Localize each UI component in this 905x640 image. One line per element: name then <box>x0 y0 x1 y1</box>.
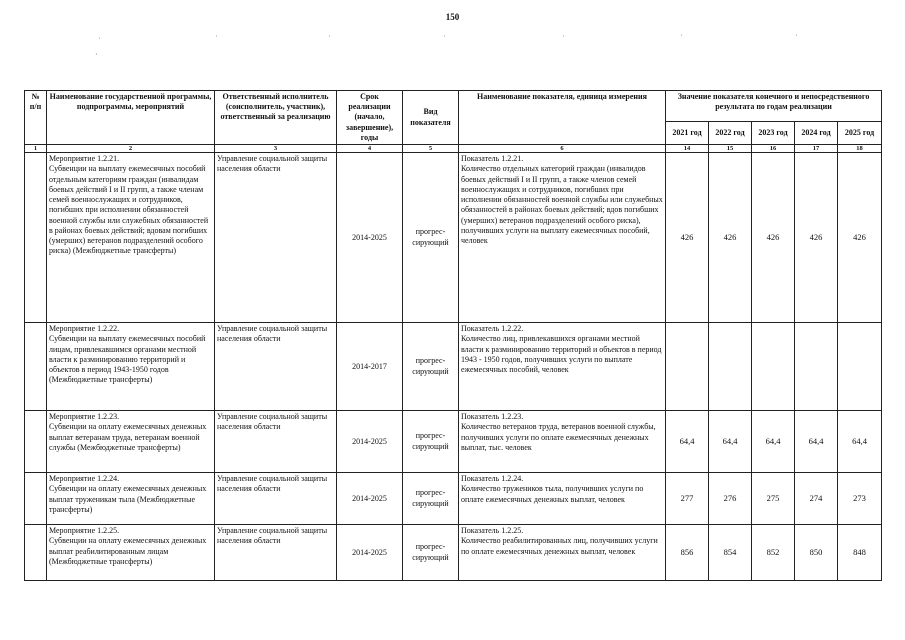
row-num <box>25 153 47 323</box>
row-value-2024: 850 <box>795 525 838 581</box>
column-number: 2 <box>47 145 215 153</box>
row-num <box>25 411 47 473</box>
row-type: прогрес- сирующий <box>403 323 459 411</box>
table-row <box>25 323 882 411</box>
header-year-2023: 2023 год <box>752 122 795 145</box>
row-value-2023 <box>752 323 795 411</box>
table-row <box>25 525 882 581</box>
row-period: 2014-2025 <box>337 411 403 473</box>
row-value-2021: 64,4 <box>666 411 709 473</box>
row-executor: Управление социальной защиты населения области <box>215 525 337 581</box>
column-number: 5 <box>403 145 459 153</box>
row-name: Мероприятие 1.2.22. Субвенции на выплату ежемесячных пособий лицам, привлекавшимся органами местной власти к разминированию территорий и объектов в период 1943-1950 годов (Межбюджетные трансферты) <box>47 323 215 411</box>
table-row <box>25 153 882 323</box>
header-year-2021: 2021 год <box>666 122 709 145</box>
row-name: Мероприятие 1.2.24. Субвенции на оплату ежемесячных денежных выплат труженикам тыла (Межбюджетные трансферты) <box>47 473 215 525</box>
row-value-2021 <box>666 323 709 411</box>
row-value-2022 <box>709 323 752 411</box>
row-value-2023: 426 <box>752 153 795 323</box>
row-num <box>25 525 47 581</box>
header-period: Срок реализации (начало, завершение), годы <box>337 91 403 145</box>
indicators-table <box>24 90 882 581</box>
table-body <box>25 153 882 581</box>
row-value-2025: 426 <box>838 153 882 323</box>
row-value-2025: 273 <box>838 473 882 525</box>
row-value-2024: 426 <box>795 153 838 323</box>
row-value-2023: 64,4 <box>752 411 795 473</box>
header-year-2022: 2022 год <box>709 122 752 145</box>
row-value-2022: 276 <box>709 473 752 525</box>
row-num <box>25 473 47 525</box>
column-number: 15 <box>709 145 752 153</box>
row-period: 2014-2025 <box>337 525 403 581</box>
row-value-2022: 854 <box>709 525 752 581</box>
header-num: № п/п <box>25 91 47 145</box>
row-value-2021: 277 <box>666 473 709 525</box>
header-year-2025: 2025 год <box>838 122 882 145</box>
column-number: 18 <box>838 145 882 153</box>
scan-specks: ˙ ˙ ˙ ˙ ˙ ˙ ˙ · <box>95 33 798 59</box>
row-value-2021: 426 <box>666 153 709 323</box>
row-name: Мероприятие 1.2.25. Субвенции на оплату ежемесячных денежных выплат реабилитированным лицам (Межбюджетные трансферты) <box>47 525 215 581</box>
table-header <box>25 91 882 153</box>
table-row <box>25 411 882 473</box>
row-value-2025: 848 <box>838 525 882 581</box>
header-year-2024: 2024 год <box>795 122 838 145</box>
header-type: Вид показателя <box>403 91 459 145</box>
row-executor: Управление социальной защиты населения области <box>215 473 337 525</box>
row-value-2024 <box>795 323 838 411</box>
column-number: 1 <box>25 145 47 153</box>
row-name: Мероприятие 1.2.23. Субвенции на оплату ежемесячных денежных выплат ветеранам труда, ветеранам военной службы (Межбюджетные трансферты) <box>47 411 215 473</box>
row-executor: Управление социальной защиты населения области <box>215 411 337 473</box>
row-value-2023: 275 <box>752 473 795 525</box>
row-type: прогрес- сирующий <box>403 525 459 581</box>
header-executor: Ответственный исполнитель (соисполнитель, участник), ответственный за реализацию <box>215 91 337 145</box>
row-value-2023: 852 <box>752 525 795 581</box>
row-period: 2014-2017 <box>337 323 403 411</box>
row-value-2021: 856 <box>666 525 709 581</box>
row-period: 2014-2025 <box>337 153 403 323</box>
row-value-2024: 64,4 <box>795 411 838 473</box>
column-number: 16 <box>752 145 795 153</box>
row-indicator: Показатель 1.2.21. Количество отдельных категорий граждан (инвалидов боевых действий I и II групп, а также членов семей военнослужащих и сотрудников, погибших при исполнении обязанностей военной службы или служебных обязанностей в районах боевых действий; вдов погибших (умерших) ветеранов подразделений особого риска), получивших услуги на выплату ежемесячных пособий, человек <box>459 153 666 323</box>
header-values-group: Значение показателя конечного и непосредственного результата по годам реализации <box>666 91 882 122</box>
row-value-2022: 426 <box>709 153 752 323</box>
row-indicator: Показатель 1.2.24. Количество тружеников тыла, получивших услуги по оплате ежемесячных денежных выплат, человек <box>459 473 666 525</box>
column-number: 3 <box>215 145 337 153</box>
column-number: 6 <box>459 145 666 153</box>
header-name: Наименование государственной программы, подпрограммы, мероприятий <box>47 91 215 145</box>
row-indicator: Показатель 1.2.25. Количество реабилитированных лиц, получивших услуги по оплате ежемесячных денежных выплат, человек <box>459 525 666 581</box>
page-number: 150 <box>445 12 460 22</box>
row-type: прогрес- сирующий <box>403 411 459 473</box>
table-row <box>25 473 882 525</box>
row-value-2022: 64,4 <box>709 411 752 473</box>
row-indicator: Показатель 1.2.23. Количество ветеранов труда, ветеранов военной службы, получивших услуги по оплате ежемесячных денежных выплат, тыс. человек <box>459 411 666 473</box>
row-period: 2014-2025 <box>337 473 403 525</box>
row-value-2024: 274 <box>795 473 838 525</box>
row-executor: Управление социальной защиты населения области <box>215 323 337 411</box>
column-number: 17 <box>795 145 838 153</box>
column-number: 14 <box>666 145 709 153</box>
header-indicator: Наименование показателя, единица измерения <box>459 91 666 145</box>
row-indicator: Показатель 1.2.22. Количество лиц, привлекавшихся органами местной власти к разминированию территорий и объектов в период 1943 - 1950 годов, получивших услуги по выплате ежемесячных пособий, человек <box>459 323 666 411</box>
row-num <box>25 323 47 411</box>
row-type: прогрес- сирующий <box>403 473 459 525</box>
column-number: 4 <box>337 145 403 153</box>
row-type: прогрес- сирующий <box>403 153 459 323</box>
column-number-row <box>25 145 882 153</box>
row-executor: Управление социальной защиты населения области <box>215 153 337 323</box>
row-value-2025 <box>838 323 882 411</box>
row-name: Мероприятие 1.2.21. Субвенции на выплату ежемесячных пособий отдельным категориям граждан (инвалидам боевых действий I и II групп, а также членам семей военнослужащих и сотрудников, погибших при исполнении обязанностей военной службы или служебных обязанностей в районах боевых действий; вдовам погибших (умерших) ветеранов подразделений особого риска) (Межбюджетные трансферты) <box>47 153 215 323</box>
row-value-2025: 64,4 <box>838 411 882 473</box>
